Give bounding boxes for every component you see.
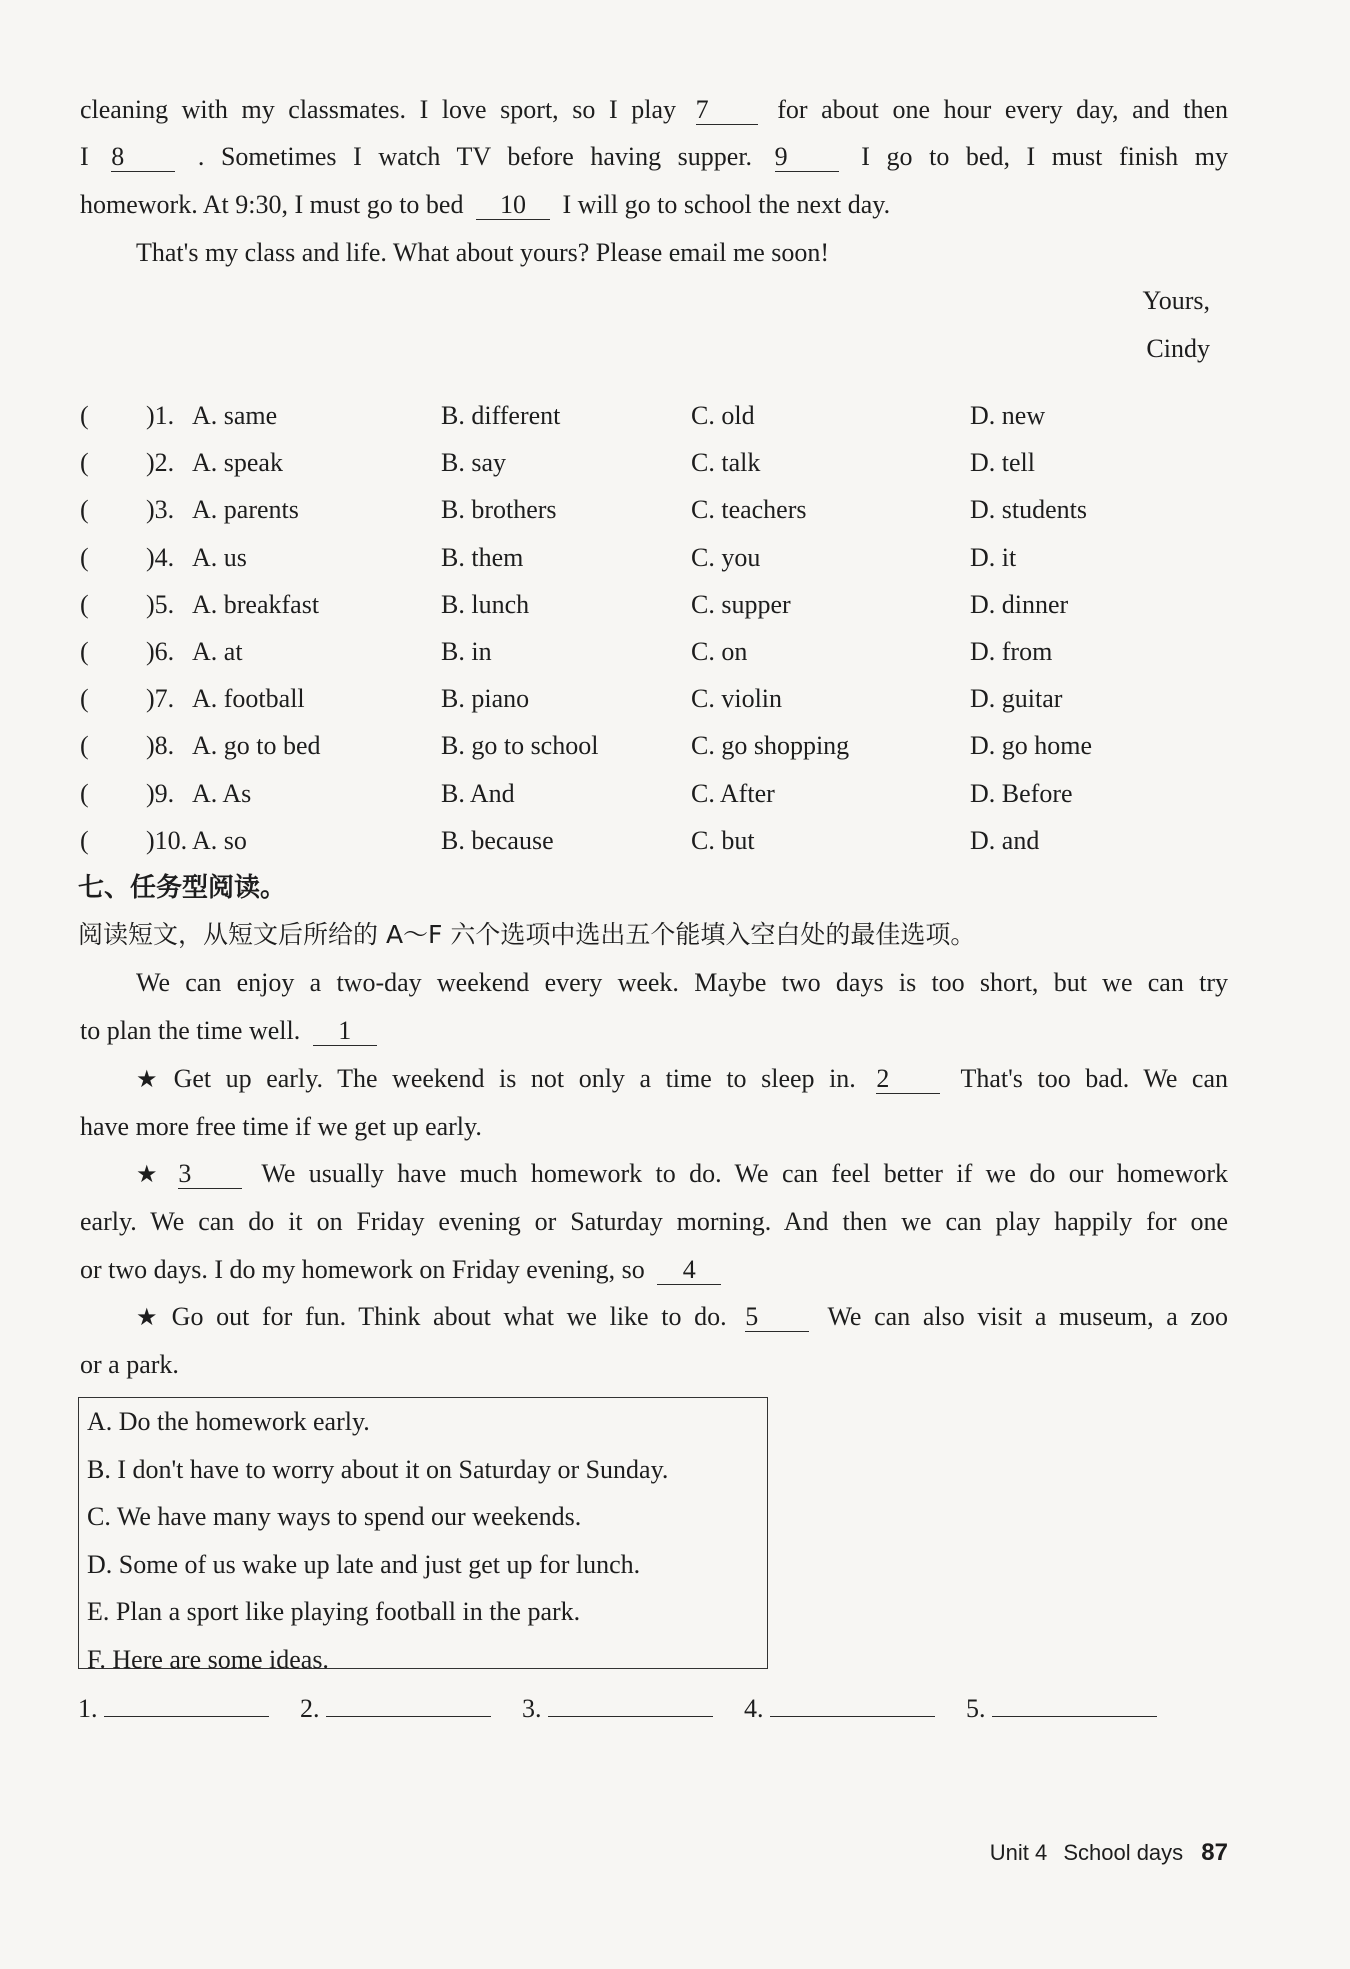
option-d[interactable]: D. guitar [970,684,1063,714]
answer-slot [522,1688,713,1729]
option-item: A. Do the homework early. [87,1407,370,1436]
star-icon: ★ [136,1065,166,1093]
answer-line[interactable] [770,1688,935,1717]
section-instruction: 阅读短文，从短文后所给的 A～F 六个选项中选出五个能填入空白处的最佳选项。 [78,920,976,949]
option-a[interactable]: A. so [192,825,247,855]
answer-paren[interactable]: ( [80,542,89,572]
answer-line[interactable] [326,1688,491,1717]
question-number: )4. [146,542,175,572]
blank-9[interactable]: 9 [775,143,839,172]
option-c[interactable]: C. talk [691,448,761,478]
option-b[interactable]: B. go to school [441,731,599,761]
option-c[interactable]: C. but [691,825,755,855]
option-d[interactable]: D. and [970,825,1040,855]
option-d[interactable]: D. dinner [970,589,1069,619]
option-b[interactable]: B. them [441,542,524,572]
unit-label: Unit 4 [989,1840,1048,1865]
blank-10[interactable]: 10 [476,191,550,220]
reading-line-6: early. We can do it on Friday evening or Saturday morning. And then we can play happily for one [80,1207,1228,1236]
answer-slot [744,1688,935,1729]
star-icon: ★ [136,1160,165,1188]
answer-slot [300,1688,491,1729]
question-number: )2. [146,448,175,478]
option-b[interactable]: B. And [441,778,515,808]
answer-paren[interactable]: ( [80,401,89,430]
answer-paren[interactable]: ( [80,825,89,855]
passage-line-4: That's my class and life. What about yours? Please email me soon! [136,238,830,267]
question-number: )6. [146,637,175,666]
answer-paren[interactable]: ( [80,684,89,714]
option-a[interactable]: A. same [192,401,278,430]
option-a[interactable]: A. speak [192,448,283,478]
option-c[interactable]: C. teachers [691,495,807,525]
question-row [80,817,1228,864]
answer-slot [966,1688,1157,1729]
option-d[interactable]: D. Before [970,778,1073,808]
reading-line-9: or a park. [80,1350,179,1379]
passage-line-3: homework. At 9:30, I must go to bed 10 I will go to school the next day. [80,190,891,219]
answer-label: 2. [300,1694,320,1723]
section-heading: 七、任务型阅读。 [78,873,287,903]
answer-label: 4. [744,1694,764,1723]
question-number: )5. [146,589,175,619]
question-number: )9. [146,778,175,808]
page-footer [990,1838,1228,1868]
reading-line-3: ★ Get up early. The weekend is not only a time to sleep in. 2 That's too bad. We can [136,1064,1229,1093]
star-icon: ★ [136,1303,164,1331]
option-a[interactable]: A. As [192,778,252,808]
option-c[interactable]: C. go shopping [691,731,850,761]
option-a[interactable]: A. football [192,684,305,714]
answer-line[interactable] [992,1688,1157,1717]
question-row [80,439,1228,486]
unit-title: School days [1063,1840,1184,1865]
answer-paren[interactable]: ( [80,495,89,525]
question-row [80,675,1228,722]
passage-line-2: I 8 . Sometimes I watch TV before having supper. 9 I go to bed, I must finish my [80,142,1228,171]
option-d[interactable]: D. students [970,495,1087,525]
answer-line[interactable] [548,1688,713,1717]
option-d[interactable]: D. from [970,637,1053,666]
option-a[interactable]: A. parents [192,495,299,525]
option-b[interactable]: B. lunch [441,589,530,619]
option-b[interactable]: B. piano [441,684,530,714]
reading-line-2: to plan the time well. 1 [80,1007,1228,1055]
blank-5[interactable]: 5 [745,1303,809,1332]
option-item: D. Some of us wake up late and just get up for lunch. [87,1549,641,1579]
blank-2[interactable]: 2 [876,1065,940,1094]
option-d[interactable]: D. it [970,542,1017,572]
question-row [80,722,1228,769]
question-number: )7. [146,684,175,714]
reading-line-7: or two days. I do my homework on Friday evening, so 4 [80,1246,1228,1294]
blank-4[interactable]: 4 [657,1256,721,1285]
question-number: )10. [146,825,188,855]
option-a[interactable]: A. at [192,637,243,666]
question-row [80,486,1228,533]
question-row [80,392,1228,439]
blank-7[interactable]: 7 [696,96,758,125]
option-item: F. Here are some ideas. [87,1644,329,1674]
answer-slot [78,1688,269,1729]
answer-paren[interactable]: ( [80,448,89,478]
answer-label: 3. [522,1694,542,1723]
answer-label: 5. [966,1694,986,1723]
page-number: 87 [1201,1839,1228,1866]
question-number: )3. [146,495,175,525]
letter-closing: Yours, [1142,286,1210,315]
reading-line-1: We can enjoy a two-day weekend every week. Maybe two days is too short, but we can try [136,968,1228,997]
answer-label: 1. [78,1694,98,1723]
option-c[interactable]: C. supper [691,589,791,619]
question-number: )1. [146,401,175,430]
option-c[interactable]: C. old [691,401,755,430]
blank-3[interactable]: 3 [178,1160,242,1189]
option-d[interactable]: D. tell [970,448,1035,478]
passage-line-1: cleaning with my classmates. I love sport, so I play 7 for about one hour every day, and then [80,95,1229,124]
option-b[interactable]: B. brothers [441,495,557,525]
option-b[interactable]: B. because [441,825,554,855]
answer-line[interactable] [104,1688,269,1717]
option-b[interactable]: B. say [441,448,506,478]
question-number: )8. [146,731,175,761]
option-d[interactable]: D. go home [970,731,1093,761]
blank-8[interactable]: 8 [111,143,175,172]
letter-signature: Cindy [1146,334,1210,363]
question-row [80,628,1228,675]
question-row [80,534,1228,581]
option-c[interactable]: C. After [691,778,775,808]
option-item: C. We have many ways to spend our weekends. [87,1502,582,1531]
answer-paren[interactable]: ( [80,778,89,808]
question-row [80,581,1228,628]
option-b[interactable]: B. in [441,637,492,666]
option-b[interactable]: B. different [441,401,561,430]
option-c[interactable]: C. you [691,542,761,572]
reading-line-4: have more free time if we get up early. [80,1112,482,1141]
option-d[interactable]: D. new [970,401,1046,430]
option-c[interactable]: C. violin [691,684,783,714]
options-box [78,1397,768,1674]
reading-line-8: ★ Go out for fun. Think about what we like to do. 5 We can also visit a museum, a zoo [136,1302,1228,1331]
option-a[interactable]: A. breakfast [192,589,320,619]
answer-paren[interactable]: ( [80,731,89,761]
answer-paren[interactable]: ( [80,637,89,666]
option-item: E. Plan a sport like playing football in the park. [87,1597,581,1626]
question-row [80,770,1228,817]
reading-line-5: ★ 3 We usually have much homework to do. We can feel better if we do our homework [136,1159,1229,1188]
answer-row [78,1688,1228,1728]
option-c[interactable]: C. on [691,637,748,666]
option-item: B. I don't have to worry about it on Saturday or Sunday. [87,1454,669,1484]
option-a[interactable]: A. go to bed [192,731,321,761]
blank-1[interactable]: 1 [313,1017,377,1046]
option-a[interactable]: A. us [192,542,247,572]
answer-paren[interactable]: ( [80,589,89,619]
